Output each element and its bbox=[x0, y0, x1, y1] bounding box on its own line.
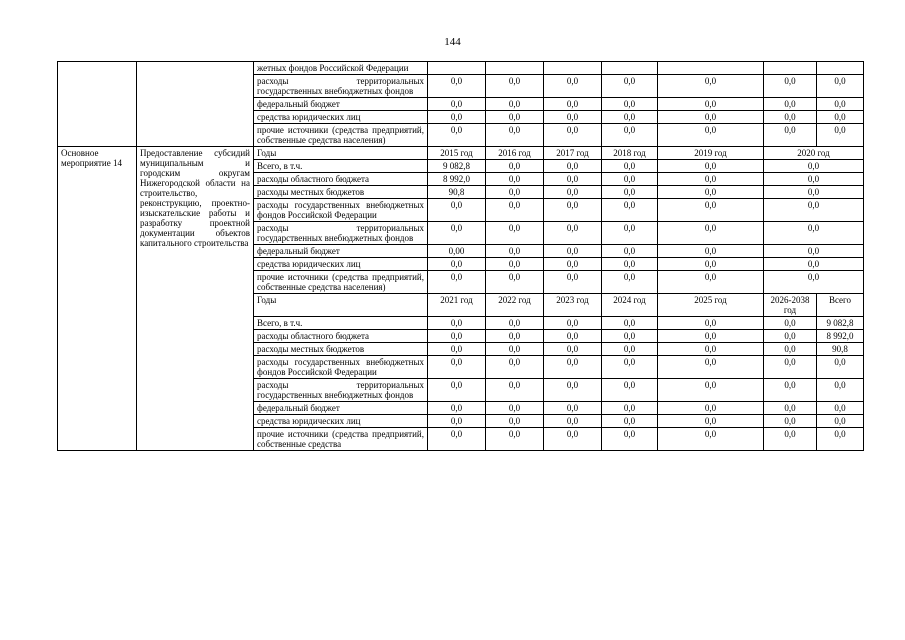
row-label: расходы территориальных государственных внебюджетных фондов bbox=[254, 222, 428, 245]
value-cell: 0,0 bbox=[658, 160, 764, 173]
value-cell bbox=[544, 62, 602, 75]
value-cell: 0,0 bbox=[486, 186, 544, 199]
value-cell: 0,0 bbox=[817, 356, 864, 379]
value-cell: 0,0 bbox=[428, 330, 486, 343]
value-cell: 0,0 bbox=[817, 428, 864, 451]
value-cell bbox=[486, 62, 544, 75]
value-cell bbox=[602, 62, 658, 75]
value-cell: 0,0 bbox=[428, 343, 486, 356]
value-cell: 0,0 bbox=[658, 124, 764, 147]
value-cell: 0,0 bbox=[658, 258, 764, 271]
value-cell: 0,0 bbox=[658, 343, 764, 356]
value-cell: 0,0 bbox=[486, 428, 544, 451]
value-cell: 0,0 bbox=[658, 271, 764, 294]
value-cell: 0,0 bbox=[764, 186, 864, 199]
value-cell: 0,0 bbox=[544, 98, 602, 111]
value-cell: 0,0 bbox=[486, 343, 544, 356]
value-cell: 0,0 bbox=[658, 98, 764, 111]
row-label: прочие источники (средства предприятий, собственные средства населения) bbox=[254, 124, 428, 147]
value-cell: 0,0 bbox=[764, 379, 817, 402]
value-cell: 0,0 bbox=[428, 111, 486, 124]
value-cell: 0,0 bbox=[764, 343, 817, 356]
value-cell: 0,0 bbox=[602, 258, 658, 271]
value-cell bbox=[764, 62, 817, 75]
row-label: Всего, в т.ч. bbox=[254, 317, 428, 330]
table-row bbox=[58, 62, 864, 75]
value-cell: 9 082,8 bbox=[817, 317, 864, 330]
value-cell: 8 992,0 bbox=[428, 173, 486, 186]
year-header: 2020 год bbox=[764, 147, 864, 160]
value-cell: 0,0 bbox=[486, 379, 544, 402]
row-label: жетных фондов Российской Федерации bbox=[254, 62, 428, 75]
value-cell: 0,0 bbox=[764, 222, 864, 245]
value-cell bbox=[658, 62, 764, 75]
value-cell: 0,0 bbox=[486, 271, 544, 294]
value-cell: 0,0 bbox=[428, 98, 486, 111]
value-cell: 0,0 bbox=[764, 111, 817, 124]
value-cell: 0,0 bbox=[486, 199, 544, 222]
value-cell: 0,0 bbox=[602, 330, 658, 343]
value-cell: 0,0 bbox=[486, 75, 544, 98]
value-cell: 0,0 bbox=[486, 245, 544, 258]
row-label: прочие источники (средства предприятий, собственные средства населения) bbox=[254, 271, 428, 294]
value-cell: 0,0 bbox=[658, 111, 764, 124]
value-cell: 0,0 bbox=[602, 356, 658, 379]
event-label: Основное мероприятие 14 bbox=[58, 147, 137, 451]
value-cell: 0,0 bbox=[544, 258, 602, 271]
value-cell: 0,0 bbox=[486, 124, 544, 147]
value-cell: 0,0 bbox=[764, 317, 817, 330]
value-cell: 0,0 bbox=[602, 317, 658, 330]
year-header: 2019 год bbox=[658, 147, 764, 160]
value-cell: 0,0 bbox=[544, 343, 602, 356]
value-cell: 0,0 bbox=[544, 330, 602, 343]
value-cell: 0,0 bbox=[602, 111, 658, 124]
value-cell: 0,0 bbox=[428, 199, 486, 222]
value-cell: 0,0 bbox=[428, 75, 486, 98]
year-header: 2018 год bbox=[602, 147, 658, 160]
value-cell: 0,0 bbox=[764, 245, 864, 258]
row-label: федеральный бюджет bbox=[254, 98, 428, 111]
value-cell: 0,0 bbox=[428, 356, 486, 379]
blank-cell bbox=[58, 62, 137, 147]
value-cell: 0,0 bbox=[602, 98, 658, 111]
value-cell: 0,0 bbox=[486, 160, 544, 173]
value-cell: 0,0 bbox=[658, 173, 764, 186]
value-cell: 0,0 bbox=[544, 428, 602, 451]
value-cell: 0,0 bbox=[544, 111, 602, 124]
value-cell: 0,0 bbox=[602, 271, 658, 294]
value-cell: 0,0 bbox=[764, 402, 817, 415]
value-cell: 0,0 bbox=[764, 356, 817, 379]
value-cell: 90,8 bbox=[817, 343, 864, 356]
year-header: 2015 год bbox=[428, 147, 486, 160]
value-cell: 0,0 bbox=[602, 124, 658, 147]
value-cell: 0,0 bbox=[817, 111, 864, 124]
row-label: расходы государственных внебюджетных фондов Российской Федерации bbox=[254, 199, 428, 222]
value-cell: 0,0 bbox=[428, 428, 486, 451]
row-label: федеральный бюджет bbox=[254, 245, 428, 258]
value-cell: 0,0 bbox=[602, 199, 658, 222]
value-cell: 0,0 bbox=[486, 402, 544, 415]
year-header: 2016 год bbox=[486, 147, 544, 160]
value-cell: 0,0 bbox=[428, 258, 486, 271]
row-label: федеральный бюджет bbox=[254, 402, 428, 415]
value-cell: 0,0 bbox=[764, 173, 864, 186]
row-label: прочие источники (средства предприятий, собственные средства bbox=[254, 428, 428, 451]
years-label: Годы bbox=[254, 294, 428, 317]
value-cell: 0,0 bbox=[486, 330, 544, 343]
value-cell: 0,0 bbox=[658, 356, 764, 379]
value-cell: 0,0 bbox=[602, 379, 658, 402]
page-number: 144 bbox=[444, 36, 461, 48]
value-cell: 0,0 bbox=[658, 186, 764, 199]
value-cell: 0,0 bbox=[602, 415, 658, 428]
value-cell: 0,0 bbox=[602, 75, 658, 98]
row-label: расходы территориальных государственных внебюджетных фондов bbox=[254, 379, 428, 402]
value-cell: 0,0 bbox=[428, 124, 486, 147]
value-cell: 0,0 bbox=[544, 199, 602, 222]
value-cell: 0,0 bbox=[658, 245, 764, 258]
year-header: 2025 год bbox=[658, 294, 764, 317]
value-cell: 0,0 bbox=[817, 379, 864, 402]
value-cell: 0,0 bbox=[544, 317, 602, 330]
value-cell: 0,0 bbox=[602, 173, 658, 186]
value-cell: 0,0 bbox=[602, 343, 658, 356]
value-cell bbox=[817, 62, 864, 75]
value-cell: 0,0 bbox=[817, 124, 864, 147]
value-cell: 0,0 bbox=[764, 271, 864, 294]
value-cell: 0,0 bbox=[544, 75, 602, 98]
value-cell: 0,0 bbox=[544, 415, 602, 428]
value-cell: 0,0 bbox=[486, 317, 544, 330]
year-header: 2026-2038 год bbox=[764, 294, 817, 317]
value-cell: 0,0 bbox=[817, 98, 864, 111]
value-cell: 0,0 bbox=[764, 160, 864, 173]
event-description: Предоставление субсидий муниципальным и городским округам Нижегородской области на строительство, реконструкцию, проектно-изыскательские работы и разработку проектной документации объектов капитального строительства bbox=[137, 147, 254, 451]
blank-cell bbox=[137, 62, 254, 147]
value-cell: 0,0 bbox=[658, 330, 764, 343]
value-cell: 0,0 bbox=[602, 402, 658, 415]
row-label: расходы местных бюджетов bbox=[254, 186, 428, 199]
row-label: средства юридических лиц bbox=[254, 415, 428, 428]
value-cell: 0,0 bbox=[602, 428, 658, 451]
value-cell: 0,0 bbox=[428, 271, 486, 294]
value-cell: 0,0 bbox=[544, 186, 602, 199]
value-cell: 0,0 bbox=[764, 98, 817, 111]
value-cell: 0,0 bbox=[486, 111, 544, 124]
value-cell: 0,0 bbox=[764, 415, 817, 428]
value-cell: 0,0 bbox=[658, 415, 764, 428]
value-cell bbox=[428, 62, 486, 75]
value-cell: 0,0 bbox=[658, 317, 764, 330]
year-header: 2022 год bbox=[486, 294, 544, 317]
row-label: расходы территориальных государственных внебюджетных фондов bbox=[254, 75, 428, 98]
value-cell: 0,0 bbox=[544, 222, 602, 245]
value-cell: 0,0 bbox=[817, 75, 864, 98]
value-cell: 0,0 bbox=[486, 173, 544, 186]
value-cell: 0,0 bbox=[544, 402, 602, 415]
funding-table bbox=[57, 61, 864, 451]
value-cell: 9 082,8 bbox=[428, 160, 486, 173]
value-cell: 0,0 bbox=[764, 199, 864, 222]
value-cell: 0,0 bbox=[764, 258, 864, 271]
value-cell: 0,0 bbox=[486, 98, 544, 111]
year-header: 2024 год bbox=[602, 294, 658, 317]
value-cell: 0,0 bbox=[602, 222, 658, 245]
value-cell: 0,0 bbox=[544, 271, 602, 294]
year-header: 2023 год bbox=[544, 294, 602, 317]
year-header: 2021 год bbox=[428, 294, 486, 317]
value-cell: 0,00 bbox=[428, 245, 486, 258]
row-label: расходы государственных внебюджетных фондов Российской Федерации bbox=[254, 356, 428, 379]
year-header: 2017 год bbox=[544, 147, 602, 160]
value-cell: 90,8 bbox=[428, 186, 486, 199]
value-cell: 0,0 bbox=[764, 428, 817, 451]
value-cell: 0,0 bbox=[486, 356, 544, 379]
value-cell: 0,0 bbox=[428, 317, 486, 330]
value-cell: 0,0 bbox=[544, 173, 602, 186]
table-body bbox=[58, 62, 864, 451]
value-cell: 0,0 bbox=[658, 75, 764, 98]
row-label: расходы областного бюджета bbox=[254, 330, 428, 343]
value-cell: 0,0 bbox=[602, 245, 658, 258]
value-cell: 0,0 bbox=[658, 428, 764, 451]
value-cell: 0,0 bbox=[817, 415, 864, 428]
value-cell: 0,0 bbox=[544, 379, 602, 402]
value-cell: 0,0 bbox=[486, 222, 544, 245]
value-cell: 0,0 bbox=[658, 222, 764, 245]
year-header: Всего bbox=[817, 294, 864, 317]
value-cell: 0,0 bbox=[428, 222, 486, 245]
value-cell: 0,0 bbox=[602, 186, 658, 199]
value-cell: 8 992,0 bbox=[817, 330, 864, 343]
table-row bbox=[58, 147, 864, 160]
value-cell: 0,0 bbox=[658, 402, 764, 415]
value-cell: 0,0 bbox=[817, 402, 864, 415]
value-cell: 0,0 bbox=[764, 330, 817, 343]
value-cell: 0,0 bbox=[658, 199, 764, 222]
value-cell: 0,0 bbox=[544, 356, 602, 379]
value-cell: 0,0 bbox=[658, 379, 764, 402]
row-label: Всего, в т.ч. bbox=[254, 160, 428, 173]
value-cell: 0,0 bbox=[486, 258, 544, 271]
years-label: Годы bbox=[254, 147, 428, 160]
value-cell: 0,0 bbox=[428, 415, 486, 428]
value-cell: 0,0 bbox=[428, 379, 486, 402]
row-label: расходы областного бюджета bbox=[254, 173, 428, 186]
value-cell: 0,0 bbox=[602, 160, 658, 173]
value-cell: 0,0 bbox=[764, 124, 817, 147]
value-cell: 0,0 bbox=[764, 75, 817, 98]
row-label: расходы местных бюджетов bbox=[254, 343, 428, 356]
value-cell: 0,0 bbox=[428, 402, 486, 415]
row-label: средства юридических лиц bbox=[254, 111, 428, 124]
value-cell: 0,0 bbox=[544, 160, 602, 173]
value-cell: 0,0 bbox=[544, 124, 602, 147]
value-cell: 0,0 bbox=[544, 245, 602, 258]
value-cell: 0,0 bbox=[486, 415, 544, 428]
row-label: средства юридических лиц bbox=[254, 258, 428, 271]
